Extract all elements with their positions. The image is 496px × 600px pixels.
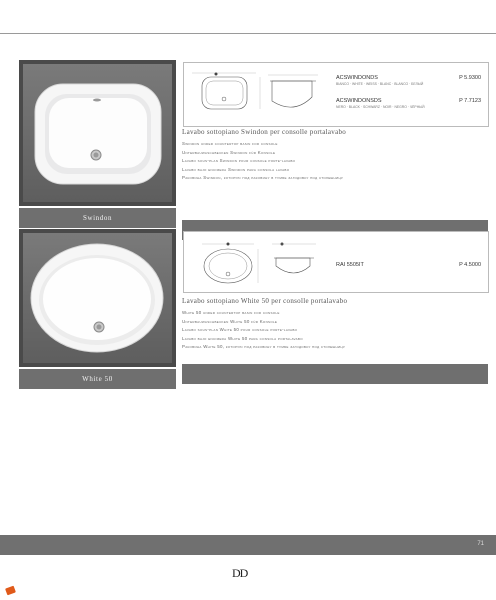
product-name-label: White 50 bbox=[19, 369, 176, 389]
product-swindon bbox=[19, 60, 488, 230]
product-colors: BIANCO · WHITE · WEISS · BLANC · BLANCO · БЕЛЫЙ bbox=[336, 82, 424, 86]
basin-rectangular-image bbox=[23, 64, 172, 202]
description-de: Unterbauwaschbecken Swindon für Konsole bbox=[182, 149, 276, 155]
brand-logo: DD bbox=[232, 566, 248, 580]
product-code: ACSWINDONSDS bbox=[336, 98, 382, 104]
product-code: RAI 5505IT bbox=[336, 262, 364, 268]
description-en: Swindon under countertop basin for console bbox=[182, 141, 278, 146]
product-text bbox=[182, 128, 482, 183]
description-ru: Раковина White 50, которую под раковину в тумбе загодовку под столешницу bbox=[182, 344, 346, 349]
page-number: 71 bbox=[477, 541, 484, 547]
product-colors: NERO · BLACK · SCHWARZ · NOIR · NEGRO · ЧЁРНЫЙ bbox=[336, 105, 425, 109]
product-price: P 4.5000 bbox=[459, 262, 481, 268]
technical-drawing bbox=[183, 231, 328, 293]
footer-bar bbox=[0, 535, 496, 555]
divider-bar bbox=[182, 364, 488, 384]
product-name-label: Swindon bbox=[19, 208, 176, 228]
product-photo bbox=[19, 229, 176, 367]
product-codes bbox=[326, 62, 489, 127]
product-photo bbox=[19, 60, 176, 206]
description-en: White 50 under countertop basin for console bbox=[182, 310, 280, 315]
technical-drawing bbox=[183, 62, 328, 127]
description-fr: Lavabo sous-plan White 50 pour console porte-lavabo bbox=[182, 327, 298, 332]
basin-oval-image bbox=[23, 233, 172, 363]
product-white-50 bbox=[19, 229, 488, 389]
product-text bbox=[182, 297, 482, 352]
description-fr: Lavabo sous-plan Swindon pour console porte-lavabo bbox=[182, 158, 296, 163]
product-title: Lavabo sottopiano Swindon per consolle portalavabo bbox=[182, 128, 347, 136]
product-price: P 7.7123 bbox=[459, 98, 481, 104]
header-rule bbox=[0, 0, 496, 34]
product-title: Lavabo sottopiano White 50 per consolle portalavabo bbox=[182, 297, 348, 305]
description-es: Lavabo bajo encimera Swindon para consola lavabo bbox=[182, 166, 290, 172]
product-code: ACSWINDONDS bbox=[336, 75, 378, 81]
product-price: P 5.9300 bbox=[459, 75, 481, 81]
description-ru: Раковина Swindon, которую под раковину в тумбе загодовку под столешницу bbox=[182, 175, 344, 180]
description-es: Lavabo bajo encimera White 50 para consola portalavabo bbox=[182, 335, 303, 341]
flag-icon bbox=[5, 586, 16, 596]
product-codes bbox=[326, 231, 489, 293]
description-de: Unterbauwaschbecken White 50 für Konsole bbox=[182, 318, 278, 324]
